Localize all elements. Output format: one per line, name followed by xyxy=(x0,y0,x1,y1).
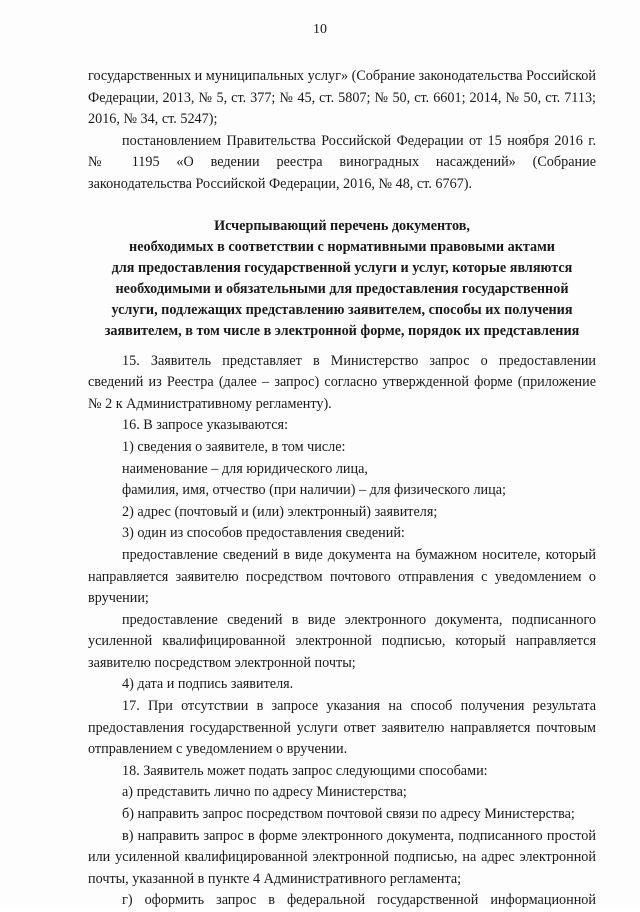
paragraph-16: 16. В запросе указываются: xyxy=(122,417,289,434)
list-item: предоставление сведений в виде электронного документа, подписанного усиленной квалифицированной электронной подписью, который направляется заявителю посредством электронной почты; xyxy=(88,611,596,671)
list-item: в) направить запрос в форме электронного документа, подписанного простой или усиленной квалифицированной электронной подписью, на адрес электронной почты, указанной в пункте 4 Административного регламента; xyxy=(88,827,596,887)
page-number: 10 xyxy=(313,22,327,37)
list-item: б) направить запрос посредством почтовой связи по адресу Министерства; xyxy=(122,806,575,823)
heading-line: необходимых в соответствии с нормативными правовыми актами xyxy=(129,238,555,255)
list-item: 1) сведения о заявителе, в том числе: xyxy=(122,438,346,455)
paragraph-15: 15. Заявитель представляет в Министерство запрос о предоставлении сведений из Реестра (далее – запрос) согласно утвержденной форме (приложение № 2 к Административному регламенту). xyxy=(88,352,596,412)
heading-line: заявителем, в том числе в электронной форме, порядок их представления xyxy=(104,322,580,339)
heading-line: услуги, подлежащих представлению заявителем, способы их получения xyxy=(111,301,573,318)
list-item: наименование – для юридического лица, xyxy=(122,460,368,477)
heading-line: для предоставления государственной услуги и услуг, которые являются xyxy=(111,259,573,276)
intro-paragraph-2: постановлением Правительства Российской Федерации от 15 ноября 2016 г. № 1195 «О ведении реестра виноградных насаждений» (Собрание законодательства Российской Федерации, 2016, № 48, ст. 6767). xyxy=(88,132,596,192)
list-item: фамилия, имя, отчество (при наличии) – для физического лица; xyxy=(122,482,506,499)
heading-line: Исчерпывающий перечень документов, xyxy=(214,217,470,234)
document-body xyxy=(88,66,596,912)
list-item: 4) дата и подпись заявителя. xyxy=(122,676,294,693)
section-heading xyxy=(88,216,596,342)
list-item: 2) адрес (почтовый и (или) электронный) заявителя; xyxy=(122,503,438,520)
paragraph-17: 17. При отсутствии в запросе указания на способ получения результата предоставления государственной услуги ответ заявителю направляется почтовым отправлением с уведомлением о вручении. xyxy=(88,698,596,758)
paragraph-18: 18. Заявитель может подать запрос следующими способами: xyxy=(122,762,488,779)
heading-line: необходимыми и обязательными для предоставления государственной xyxy=(115,280,569,297)
list-item: 3) один из способов предоставления сведений: xyxy=(122,525,405,542)
list-item: а) представить лично по адресу Министерства; xyxy=(122,784,407,801)
list-item: предоставление сведений в виде документа на бумажном носителе, который направляется заявителю посредством почтового отправления с уведомлением о вручении; xyxy=(88,546,596,607)
list-item: г) оформить запрос в федеральной государственной информационной xyxy=(122,892,596,909)
intro-paragraph-1: государственных и муниципальных услуг» (Собрание законодательства Российской Федерации, 2013, № 5, ст. 377; № 45, ст. 5807; № 50, ст. 6601; 2014, № 50, ст. 7113; 2016, № 34, ст. 5247); xyxy=(88,68,596,128)
